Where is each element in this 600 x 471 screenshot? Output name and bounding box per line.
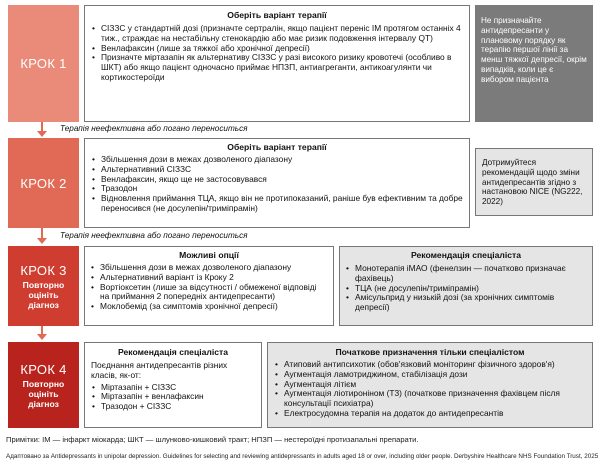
step-2-item: • Збільшення дози в межах дозволеного діапазону [91,155,463,165]
step-2-item: • Альтернативний СІЗЗС [91,165,463,175]
step-3-label [8,246,79,326]
step-2-box-title: Оберіть варіант терапії [227,142,327,152]
transition-note-2: Терапія неефективна або погано переноситься [60,231,248,240]
step-3-specialist-item: • Амісульприд у низькій дозі (за хронічних симптомів депресії) [345,293,587,313]
step-2-item: • Відновлення приймання ТЦА, якщо він не протипоказаний, раніше був ефективним та добре переносився (не досулепін/триміпрамін) [91,194,463,214]
step-4-subtitle: Повторно оцініть діагноз [22,378,65,409]
step-1-item: • СІЗЗС у стандартній дозі (призначте сертралін, якщо пацієнт переніс ІМ протягом останніх 4 тиж., страждає на нестабільну стенокардію або має ризик подовження інтервалу QT) [91,24,463,44]
arrow-down-icon [37,238,47,244]
step-3-specialist-item: • Монотерапія іМАО (фенелзин — початково призначає фахівець) [345,264,587,284]
step-2-item: • Тразодон [91,184,463,194]
step-4-box-title: Рекомендація спеціаліста [117,347,229,357]
step-3-specialist-title: Рекомендація спеціаліста [410,250,522,260]
step-4-specialist-item: • Атиповий антипсихотик (обов'язковий моніторинг фізичного здоров'я) [274,360,586,370]
step-2-title: КРОК 2 [20,175,67,191]
step-3-subtitle: Повторно оцініть діагноз [22,279,65,310]
step-3-item: • Вортіоксетин (лише за відсутності / обмеженої відповіді на приймання 2 попередніх антидепресанти) [90,283,328,303]
step-3-title: КРОК 3 [20,262,67,278]
step-1-side-note: Не призначайте антидепресанти у плановому порядку як терапію першої лінії за менш тяжкої депресії, окрім випадків, коли це є вибором пацієнта [475,5,593,122]
step-4-specialist-only-title: Початкове призначення тільки спеціалістом [335,347,525,357]
source-note: Адаптовано за Antidepressants in unipolar depression. Guidelines for selecting and reviewing antidepressants in adults aged 18 or over, including older people. Derbyshire Healthcare NHS Foundation Trust, 2025 [6,453,599,460]
step-4-intro: Поєднання антидепресантів різних класів, як-от: [91,360,228,380]
step-4-item: • Міртазапін + СІЗЗС [91,383,255,393]
step-4-specialist-item: • Електросудомна терапія на додаток до антидепресантів [274,409,586,419]
step-3-item: • Альтернативний варіант із Кроку 2 [90,273,328,283]
step-3-specialist-box [339,246,593,326]
step-3-item: • Збільшення дози в межах дозволеного діапазону [90,263,328,273]
footnote: Примітки: ІМ — інфаркт міокарда; ШКТ — шлунково-кишковий тракт; НПЗП — нестероїдні протизапальні препарати. [6,435,419,444]
step-2-item: • Венлафаксин, якщо ще не застосовувався [91,175,463,185]
step-1-title: КРОК 1 [20,56,67,71]
step-4-specialist-only-box [267,342,593,428]
step-4-specialist-item: • Аугментація ламотриджином, стабілізація дози [274,370,586,380]
step-4-label [8,342,79,428]
step-1-label [8,5,79,122]
step-1-options-box [84,5,470,122]
step-1-box-title: Оберіть варіант терапії [227,10,327,20]
step-1-item: • Венлафаксин (лише за тяжкої або хронічної депресії) [91,44,463,54]
step-2-options-box [84,138,470,228]
step-4-specialist-item: • Аугментація літієм [274,380,586,390]
step-2-side-note: Дотримуйтеся рекомендацій щодо зміни антидепресантів згідно з настановою NICE (NG222, 2022) [475,148,593,216]
step-4-title: КРОК 4 [20,361,67,377]
step-3-item: • Моклобемід (за симптомів хронічної депресії) [90,302,328,312]
step-4-item: • Міртазапін + венлафаксин [91,392,255,402]
step-4-item: • Тразодон + СІЗЗС [91,402,255,412]
step-3-box-title: Можливі опції [179,250,239,260]
transition-note-1: Терапія неефективна або погано переноситься [60,124,248,133]
step-4-specialist-box [84,342,262,428]
step-3-specialist-item: • ТЦА (не досулепін/триміпрамін) [345,284,587,294]
arrow-down-icon [37,334,47,340]
step-4-specialist-item: • Аугментація ліотироніном (Т3) (початкове призначення фахівцем після консультації психіатра) [274,389,586,409]
step-2-label [8,138,79,228]
arrow-down-icon [37,131,47,137]
step-1-item: • Призначте міртазапін як альтернативу СІЗЗС у разі високого ризику кровотечі (особливо в ШКТ) або якщо пацієнт одночасно приймає НПЗП, антиагреганти, антикоагулянти чи кортикостероїди [91,53,463,82]
step-3-options-box [84,246,334,326]
